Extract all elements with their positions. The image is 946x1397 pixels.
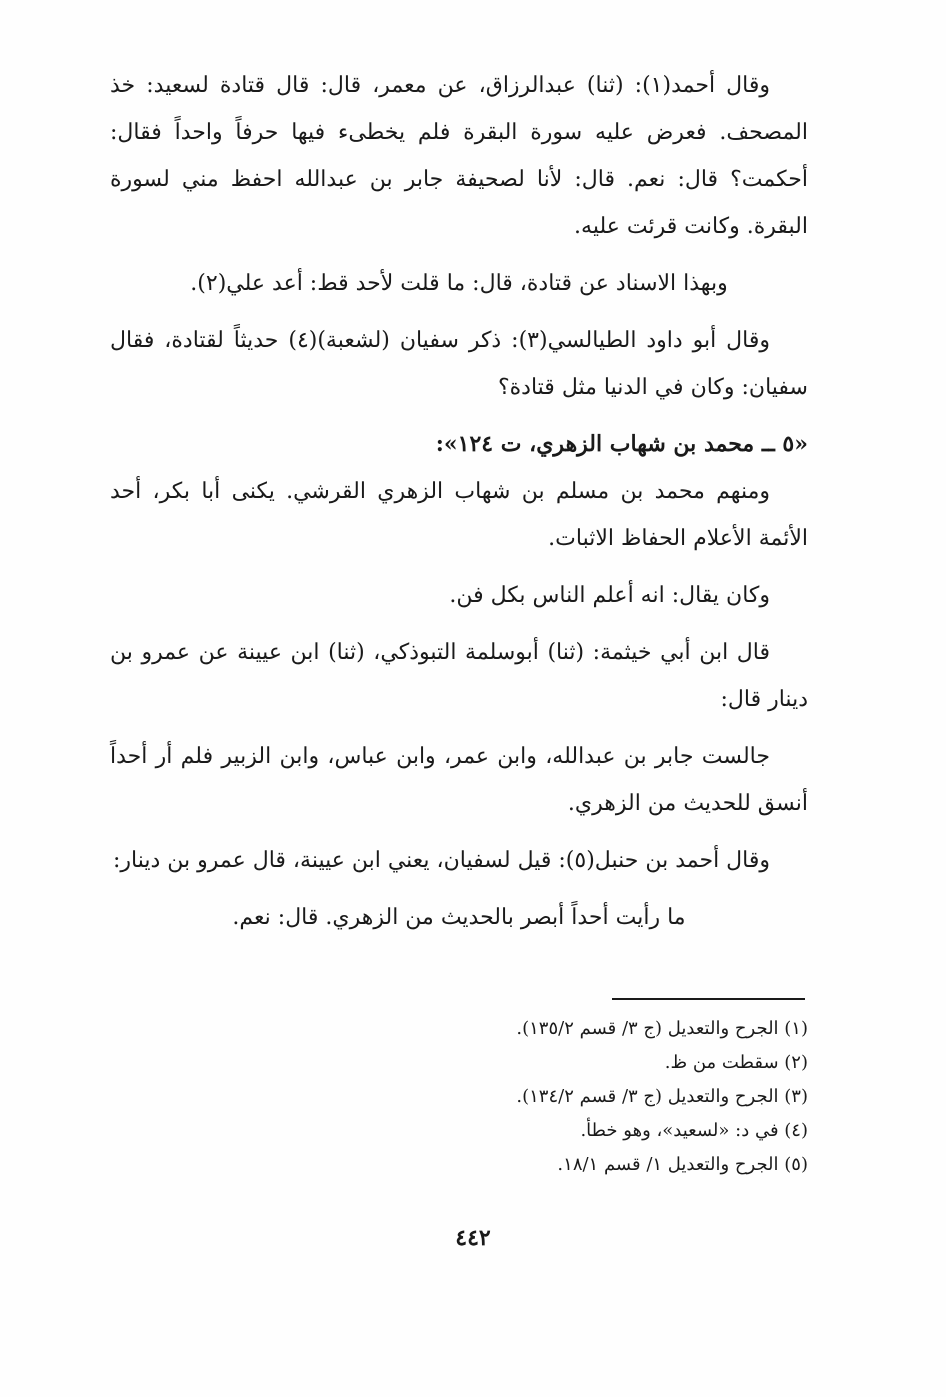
footnote: (٢) سقطت من ظ. <box>664 1052 808 1073</box>
paragraph: جالست جابر بن عبدالله، وابن عمر، وابن عباس، وابن الزبير فلم أر أحداً أنسق للحديث من الزهري. <box>110 744 808 816</box>
paragraph: وكان يقال: انه أعلم الناس بكل فن. <box>449 583 770 608</box>
footnote: (٥) الجرح والتعديل ١/ قسم ١٨/١. <box>557 1154 808 1175</box>
section-heading: «٥ ــ محمد بن شهاب الزهري، ت ١٢٤»: <box>435 431 808 457</box>
paragraph: ومنهم محمد بن مسلم بن شهاب الزهري القرشي. يكنى أبا بكر، أحد الأئمة الأعلام الحفاظ الاثبات. <box>110 479 808 551</box>
paragraph: ما رأيت أحداً أبصر بالحديث من الزهري. قال: نعم. <box>232 905 686 930</box>
paragraph: قال ابن أبي خيثمة: (ثنا) أبوسلمة التبوذكي، (ثنا) ابن عيينة عن عمرو بن دينار قال: <box>110 640 808 712</box>
footnote: (٣) الجرح والتعديل (ج ٣/ قسم ١٣٤/٢). <box>516 1086 808 1107</box>
paragraph: وبهذا الاسناد عن قتادة، قال: ما قلت لأحد قط: أعد علي(٢). <box>190 271 728 296</box>
main-text <box>110 62 808 951</box>
paragraph: وقال أحمد(١): (ثنا) عبدالرزاق، عن معمر، قال: قال قتادة لسعيد: خذ المصحف. فعرض عليه سورة البقرة فلم يخطىء فيها حرفاً واحداً فقال: أحكمت؟ قال: نعم. قال: لأنا لصحيفة جابر بن عبدالله احفظ مني لسورة البقرة. وكانت قرئت عليه. <box>110 73 808 239</box>
paragraph: وقال أبو داود الطيالسي(٣): ذكر سفيان (لشعبة)(٤) حديثاً لقتادة، فقال سفيان: وكان في الدنيا مثل قتادة؟ <box>110 328 808 400</box>
footnotes <box>110 1012 808 1182</box>
footnote-divider <box>612 998 805 1000</box>
footnote: (٤) في د: «لسعيد»، وهو خطأ. <box>580 1120 808 1141</box>
footnote: (١) الجرح والتعديل (ج ٣/ قسم ١٣٥/٢). <box>516 1018 808 1039</box>
page-number: ٤٤٢ <box>455 1225 491 1251</box>
paragraph: وقال أحمد بن حنبل(٥): قيل لسفيان، يعني ابن عيينة، قال عمرو بن دينار: <box>112 848 770 873</box>
